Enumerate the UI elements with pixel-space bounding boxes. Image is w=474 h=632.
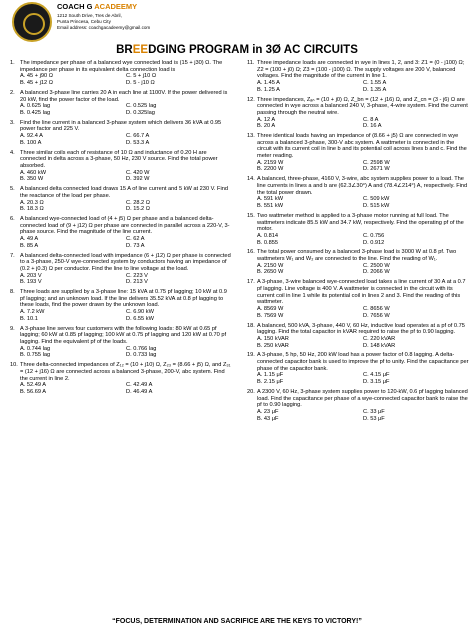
option-a: A. 591 kW	[257, 196, 284, 203]
option-a: A. 150 kVAR	[257, 335, 289, 342]
option-c: C. 5 + j10 Ω	[126, 73, 157, 80]
question-12	[247, 97, 469, 130]
option-c: C. 2500 W	[363, 262, 390, 269]
option-a: A. 203 V	[20, 272, 42, 279]
option-a: A. 49 A	[20, 236, 39, 243]
question-number: 18.	[247, 322, 255, 329]
option-b: B. 0.425 lag	[20, 109, 51, 116]
option-b: B. 7569 W	[257, 312, 284, 319]
option-c: C. 8656 W	[363, 305, 390, 312]
question-7	[10, 253, 232, 286]
question-15	[247, 213, 469, 246]
question-number: 15.	[247, 212, 255, 219]
questions-left-column	[10, 60, 232, 399]
question-text: Three impedances, Zₐₙ = (10 + j0) Ω, Z_bn = (12 + j16) Ω, and Z_cn = (3 - j6) Ω are connected in wye across a balanced 240 V, 3-phase, 4-wire system. Find the current passing through the neutral wire.	[257, 96, 468, 116]
option-b: B. 18.3 Ω	[20, 206, 44, 213]
option-b: B. 10.1	[20, 315, 38, 322]
question-number: 14.	[247, 176, 255, 183]
title-part-2: DGING PROGRAM in 3Ø AC CIRCUITS	[148, 44, 358, 56]
option-a: A. 20.3 Ω	[20, 199, 44, 206]
question-text: Two wattmeter method is applied to a 3-phase motor running at full load. The wattmeters indicate 85.5 kW and 34.7 kW, respectively. Find the operating pf of the motor.	[257, 212, 464, 233]
option-a: A. 45 + j90 Ω	[20, 73, 53, 80]
questions-right-column	[247, 60, 469, 425]
option-c: C. 42.49 A	[126, 382, 153, 389]
question-4	[10, 150, 232, 183]
question-text: A balanced wye-connected load of (4 + j5) Ω per phase and a balanced delta-connected load of (9 + j12) Ω per phase are connected in parallel across a 220-V, 3-phase source. Find the magnitude of the line current.	[20, 216, 230, 236]
question-number: 7.	[10, 252, 15, 259]
option-c: C. 220 kVAR	[363, 335, 396, 342]
option-a: A. 2150 W	[257, 262, 284, 269]
option-a: A. 12 A	[257, 116, 276, 123]
question-6	[10, 216, 232, 249]
question-number: 4.	[10, 149, 15, 156]
address-line-1: 1212 South Drive, Tres de Abril,	[57, 13, 122, 18]
question-number: 6.	[10, 216, 15, 223]
option-d: D. 53 μF	[363, 415, 385, 422]
question-13	[247, 133, 469, 173]
question-number: 9.	[10, 325, 15, 332]
option-a: A. 0.625 lag	[20, 103, 51, 110]
option-b: B. 100 A	[20, 139, 42, 146]
option-b: B. 193 V	[20, 279, 42, 286]
option-b: B. 350 W	[20, 176, 44, 183]
option-b: B. 1.25 A	[257, 86, 280, 93]
option-d: D. 46.49 A	[126, 388, 153, 395]
question-text: A 3-phase line serves four customers with the following loads: 80 kW at 0.65 pf lagging; 60 kW at 0.85 pf lagging; 100 kW at 0.75 pf lagging and 120 kW at 0.70 pf lagging. Find the equivalent pf of the loads.	[20, 325, 227, 346]
option-d: D. 2671 W	[363, 166, 390, 173]
option-a: A. 52.49 A	[20, 382, 47, 389]
question-16	[247, 249, 469, 276]
option-a: A. 92.4 A	[20, 133, 43, 140]
option-c: C. 33 μF	[363, 408, 385, 415]
option-b: B. 2650 W	[257, 269, 284, 276]
option-d: D. 16 A	[363, 123, 382, 130]
option-c: C. 0.525 lag	[126, 103, 157, 110]
question-number: 12.	[247, 96, 255, 103]
question-number: 3.	[10, 119, 15, 126]
option-a: A. 460 kW	[20, 169, 47, 176]
option-c: C. 223 V	[126, 272, 148, 279]
question-text: Three delta-connected impedances of Z₁₂ = (10 + j10) Ω, Z₂₃ = (8.66 + j5) Ω, and Z₃₁ = (12 + j16) Ω are connected across a balanced 3-phase, 200-V, abc system. Find the current in line 2.	[20, 362, 231, 382]
question-text: A balanced, 500 kVA, 3-phase, 440 V, 60 Hz, inductive load operates at a pf of 0.75 lagging. Find the total capacitor in kVAR required to raise the pf to 0.90 lagging.	[257, 322, 465, 336]
option-c: C. 509 kW	[363, 196, 390, 203]
address-email: Email address: coachgacadeemy@gmail.com	[57, 25, 151, 30]
option-b: B. 551 kW	[257, 203, 284, 209]
option-d: D. 1.35 A	[363, 86, 387, 93]
question-10	[10, 362, 232, 395]
option-a: A. 23 μF	[257, 408, 279, 415]
question-14	[247, 176, 469, 209]
org-name-highlight: ACADEEMY	[94, 2, 138, 11]
question-number: 11.	[247, 60, 255, 66]
question-2	[10, 90, 232, 117]
page-title	[0, 44, 474, 56]
option-b: B. 56.69 A	[20, 388, 47, 395]
option-d: D. 213 V	[126, 279, 148, 286]
question-text: A balanced delta-connected load with impedance (6 + j12) Ω per phase is connected to a 3-phase, 250-V wye-connected system by conductors having an impedance of (0.2 + j0.3) Ω per conductor. Find the line to line voltage at the load.	[20, 252, 231, 272]
option-d: D. 0.325lag	[126, 109, 155, 116]
page-header	[0, 0, 474, 46]
option-d: D. 148 kVAR	[363, 342, 396, 349]
question-9	[10, 326, 232, 359]
question-number: 10.	[10, 362, 18, 369]
question-number: 8.	[10, 289, 15, 296]
question-18	[247, 323, 469, 350]
option-d: D. 15.2 Ω	[126, 206, 150, 213]
question-text: The impedance per phase of a balanced wye connected load is (15 + j30) Ω. The impedance per phase in its equivalent delta connection load is	[20, 60, 223, 73]
option-a: A. 1.15 μF	[257, 372, 284, 379]
academy-logo	[12, 2, 52, 42]
option-a: A. 0.814	[257, 232, 279, 239]
question-19	[247, 352, 469, 385]
question-number: 20.	[247, 388, 255, 395]
option-a: A. 7.2 kW	[20, 309, 45, 316]
option-d: D. 515 kW	[363, 203, 390, 209]
question-text: A 3-phase, 5 hp, 50 Hz, 200 kW load has a power factor of 0.8 lagging. A delta-connected capacitor bank is used to improve the pf to unity. Find the capacitance per phase of the capacitor bank.	[257, 352, 469, 372]
question-number: 19.	[247, 352, 255, 359]
option-c: C. 8 A	[363, 116, 379, 123]
option-c: C. 62 A	[126, 236, 145, 243]
question-text: A balanced 3-phase line carries 20 A in each line at 1100V. If the power delivered is 20 kW, find the power factor of the load.	[20, 89, 228, 103]
org-name	[57, 3, 137, 11]
option-c: C. 420 W	[126, 169, 150, 176]
option-d: D. 3.15 μF	[363, 379, 390, 386]
option-d: D. 392 W	[126, 176, 150, 183]
question-number: 2.	[10, 89, 15, 96]
option-b: B. 2.15 μF	[257, 379, 284, 386]
option-b: B. 0.855	[257, 239, 279, 246]
question-8	[10, 289, 232, 322]
option-b: B. 20 A	[257, 123, 276, 130]
question-number: 5.	[10, 186, 15, 193]
option-c: C. 28.2 Ω	[126, 199, 150, 206]
question-5	[10, 186, 232, 213]
question-11	[247, 60, 469, 93]
question-text: Find the line current in a balanced 3-phase system which delivers 36 kVA at 0.95 power factor and 225 V.	[20, 119, 222, 133]
option-c: C. 1.55 A	[363, 80, 387, 87]
option-a: A. 0.744 lag	[20, 345, 51, 352]
title-highlight: EE	[132, 44, 149, 56]
question-number: 1.	[10, 60, 15, 66]
option-c: C. 0.756	[363, 232, 385, 239]
option-d: D. 0.912	[363, 239, 385, 246]
question-number: 17.	[247, 279, 255, 286]
option-c: C. 0.766 lag	[126, 345, 157, 352]
option-a: A. 8569 W	[257, 305, 284, 312]
question-1	[10, 60, 232, 87]
option-d: D. 53.3 A	[126, 139, 150, 146]
question-text: Three impedance loads are connected in wye in lines 1, 2, and 3: Z1 = (0 - j100) Ω; Z2 = (100 + j0) Ω; Z3 = (100 - j100) Ω. The supply voltages are 200 V, balanced voltages. Find the magnitude of the current in line 1.	[257, 60, 465, 80]
option-d: D. 6.55 kW	[126, 315, 154, 322]
question-3	[10, 120, 232, 147]
question-text: Three loads are supplied by a 3-phase line: 15 kVA at 0.75 pf lagging; 10 kW at 0.9 pf lagging; and an unknown load. If the line delivers 35.52 kVA at 0.8 pf lagging to these loads, find the power drawn by the unknown load.	[20, 289, 227, 309]
footer-motto: “FOCUS, DETERMINATION AND SACRIFICE ARE THE KEYS TO VICTORY!”	[112, 618, 362, 625]
question-17	[247, 279, 469, 319]
question-number: 16.	[247, 249, 255, 256]
option-c: C. 6.90 kW	[126, 309, 154, 316]
option-c: C. 2598 W	[363, 159, 390, 166]
question-text: Three identical loads having an impedance of (8.66 + j5) Ω are connected in wye across a balanced 3-phase, 300-V abc system. A wattmeter is connected in the circuit with its current coil in line b and its potential coil across lines b and c. Find the meter reading.	[257, 133, 467, 160]
title-part-1: BR	[116, 44, 133, 56]
option-a: A. 1.45 A	[257, 80, 280, 87]
option-d: D. 73 A	[126, 242, 145, 249]
option-c: C. 66.7 A	[126, 133, 150, 140]
question-text: A 3-phase, 3-wire balanced wye-connected load takes a line current of 30 A at a 0.7 pf lagging. Line voltage is 400 V. A wattmeter is connected in the circuit with its current coil in line 1 while its potential coil in lines 2 and 3. Find the reading of this wattmeter.	[257, 279, 466, 306]
question-text: A balanced delta connected load draws 15 A of line current and 5 kW at 230 V. Find the reactance of the load per phase.	[20, 186, 229, 199]
question-text: The total power consumed by a balanced 3-phase load is 3000 W at 0.8 pf. Two wattmeters W₁ and W₂ are connected to the line. Find the reading of W₁.	[257, 249, 457, 263]
option-d: D. 0.733 lag	[126, 352, 157, 359]
option-b: B. 0.755 lag	[20, 352, 51, 359]
question-text: Three similar coils each of resistance of 10 Ω and inductance of 0.20 H are connected in delta across a 3-phase, 50 Hz, 230 V source. Find the total power absorbed.	[20, 149, 218, 169]
question-text: A 2300 V, 60 Hz, 3-phase system supplies power to 120-kW, 0.6 pf lagging balanced load. Find the capacitance per phase of a wye-connected capacitor bank to raise the pf to 0.90 lagging.	[257, 388, 468, 409]
option-b: B. 250 kVAR	[257, 342, 289, 349]
question-number: 13.	[247, 133, 255, 140]
option-b: B. 45 + j12 Ω	[20, 80, 53, 87]
option-d: D. 5 - j10 Ω	[126, 80, 155, 87]
question-text: A balanced, three-phase, 4160 V, 3-wire, abc system supplies power to a load. The line currents in lines a and b are (62.3∠30°) A and (78.4∠214°) A, respectively. Find the total power drawn.	[257, 176, 468, 196]
option-b: B. 43 μF	[257, 415, 279, 422]
address-line-2: Punta Princesa, Cebu City	[57, 19, 111, 24]
option-b: B. 85 A	[20, 242, 39, 249]
option-b: B. 2200 W	[257, 166, 284, 173]
option-d: D. 2066 W	[363, 269, 390, 276]
question-20	[247, 389, 469, 422]
option-a: A. 2159 W	[257, 159, 284, 166]
option-c: C. 4.15 μF	[363, 372, 390, 379]
org-name-prefix: COACH G	[57, 2, 93, 11]
option-d: D. 7656 W	[363, 312, 390, 319]
